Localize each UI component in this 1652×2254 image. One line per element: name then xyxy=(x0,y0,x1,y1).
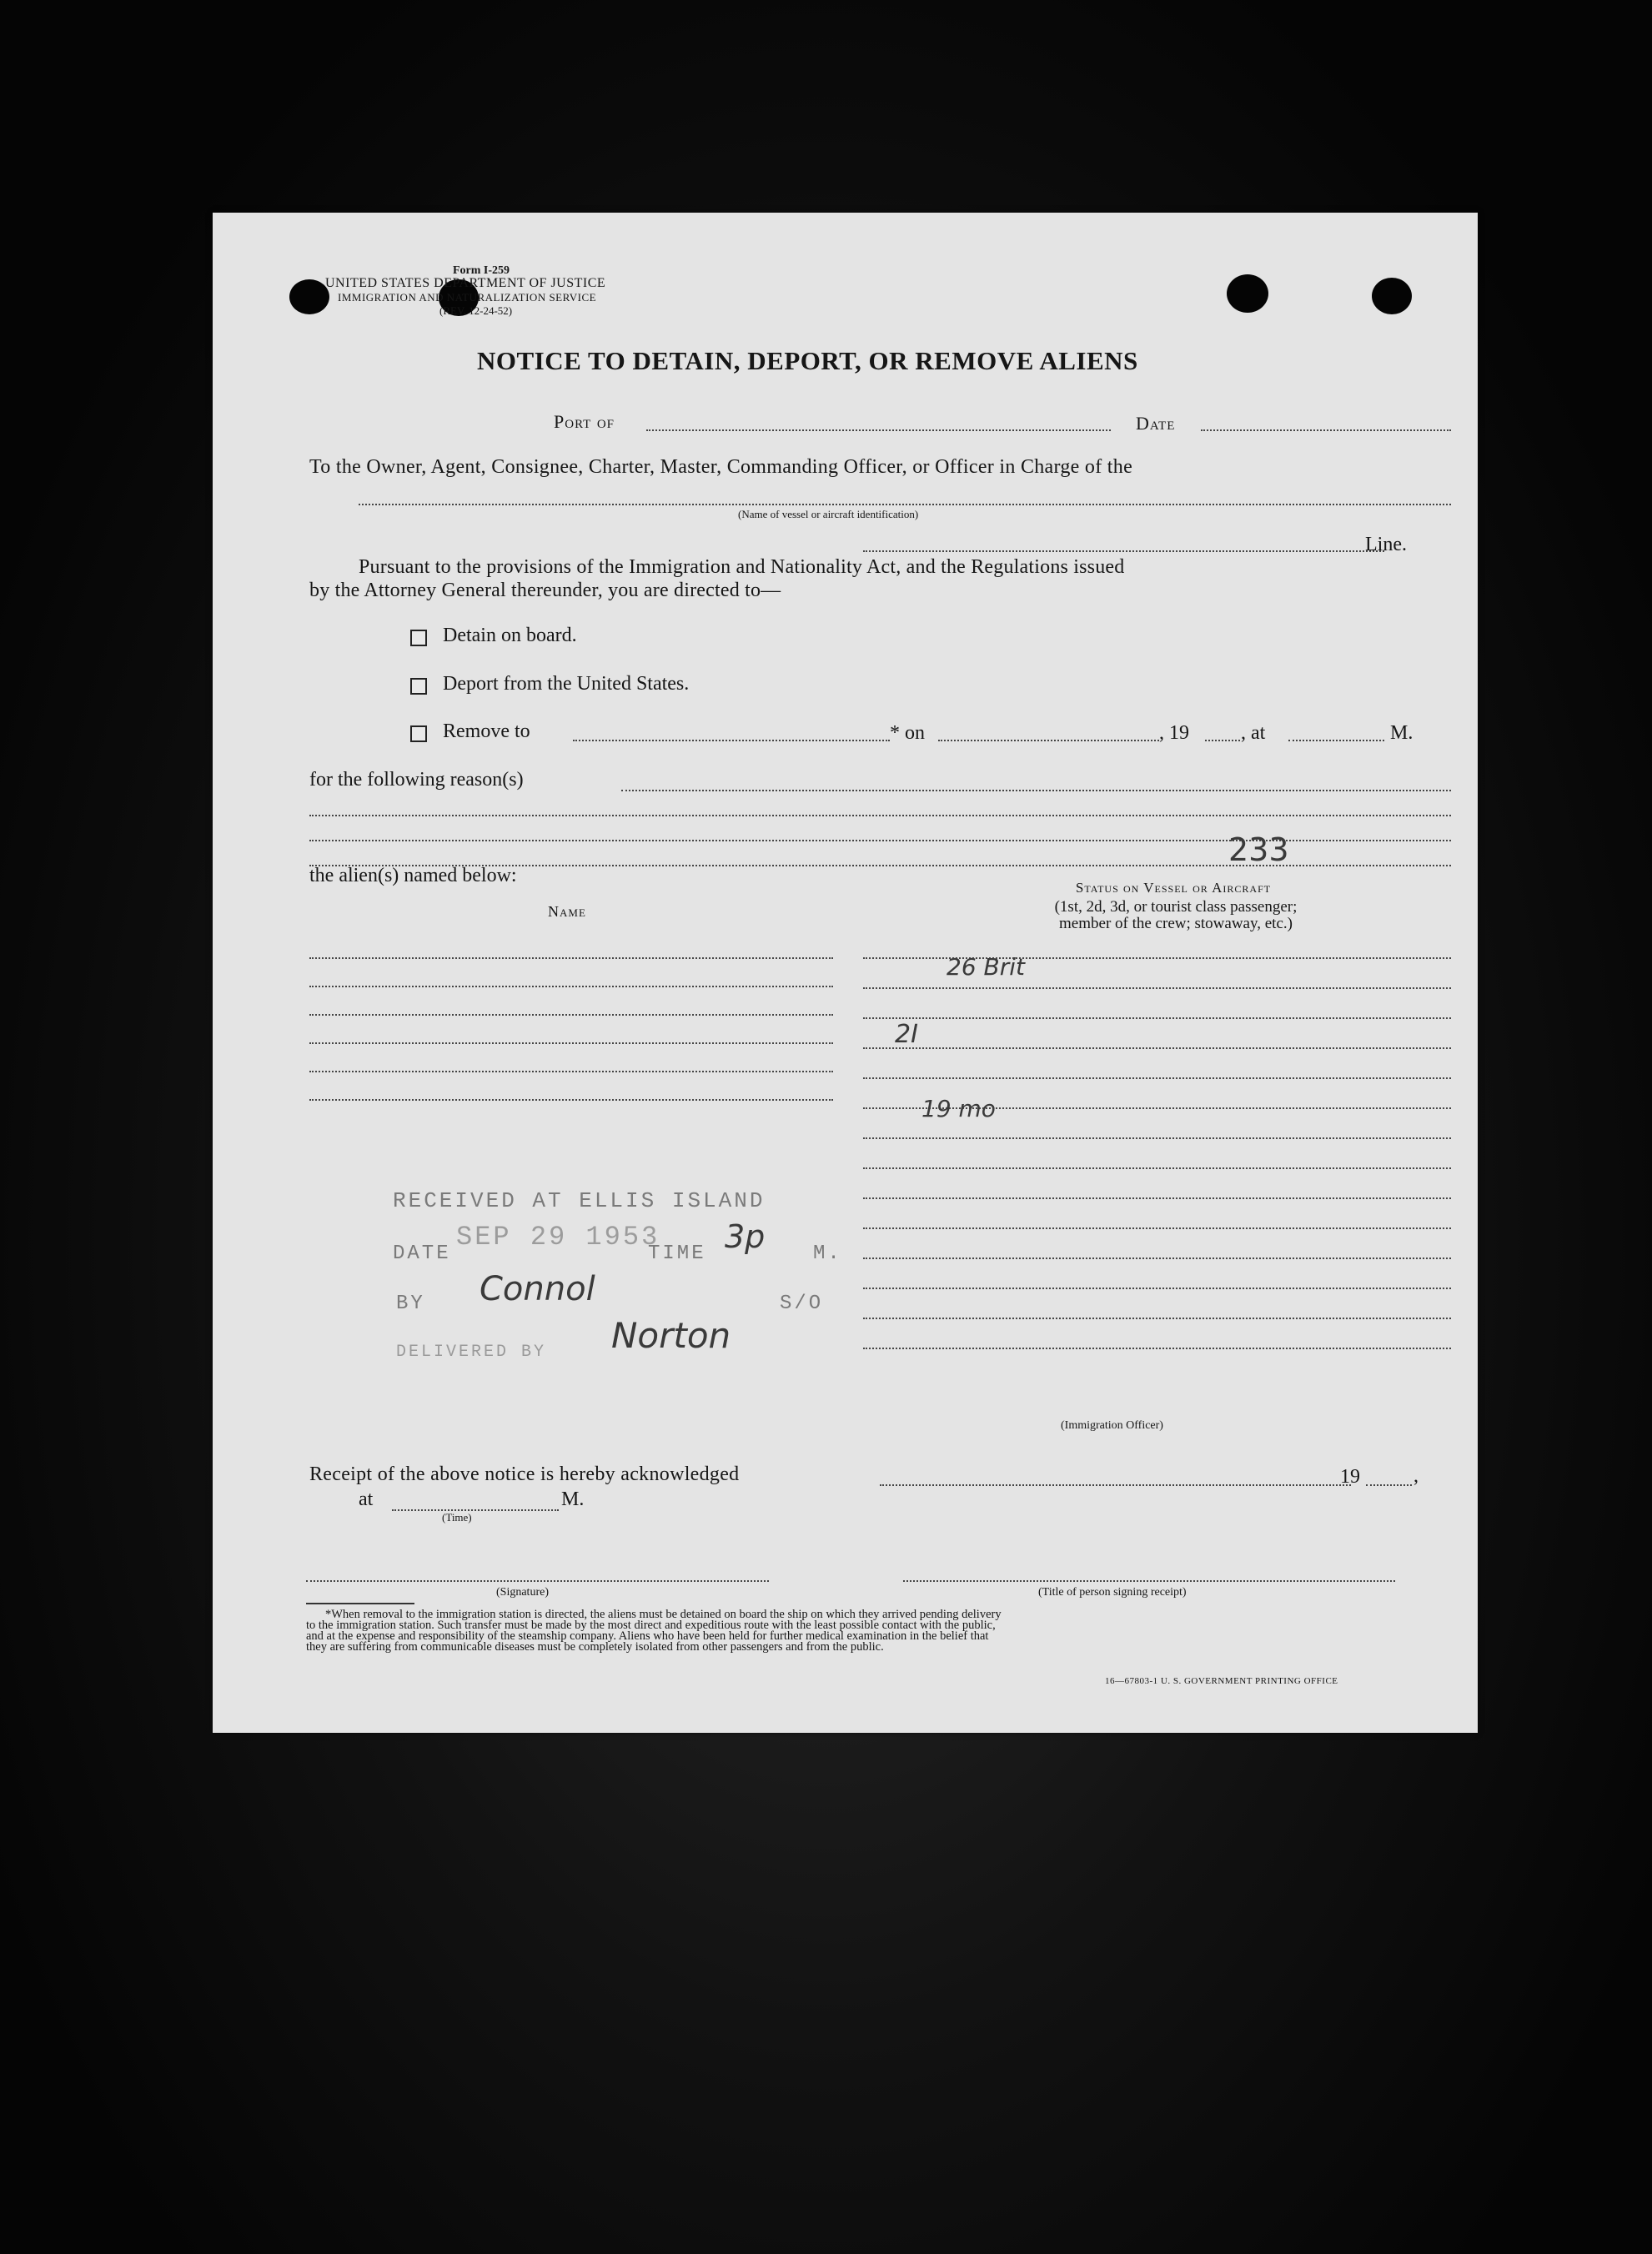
status-line[interactable] xyxy=(863,1077,1451,1079)
stamp-delivered-label: DELIVERED BY xyxy=(396,1343,547,1362)
service-name: IMMIGRATION AND NATURALIZATION SERVICE xyxy=(338,291,597,304)
detain-checkbox[interactable] xyxy=(410,630,427,646)
name-line[interactable] xyxy=(309,986,833,987)
revision-date: (REV. 12-24-52) xyxy=(439,304,513,317)
name-line[interactable] xyxy=(309,1014,833,1016)
status-line[interactable] xyxy=(863,1348,1451,1349)
stamp-so-label: S/O xyxy=(780,1293,824,1315)
footnote-line-3: and at the expense and responsibility of the steamship company. Aliens who have been held for further medical examination in the belief that xyxy=(306,1629,989,1643)
stamp-delivered-value: Norton xyxy=(611,1315,731,1356)
name-line[interactable] xyxy=(309,1042,833,1044)
name-line[interactable] xyxy=(309,1071,833,1072)
reason-label: for the following reason(s) xyxy=(309,769,524,791)
punch-hole-right-1 xyxy=(1227,274,1268,313)
footnote-line-2: to the immigration station. Such transfer must be made by the most direct and expeditious route with the least possible contact with the public, xyxy=(306,1619,996,1632)
status-line[interactable] xyxy=(863,1258,1451,1259)
receipt-text: Receipt of the above notice is hereby acknowledged xyxy=(309,1463,740,1485)
punch-hole-left xyxy=(289,279,329,314)
status-line[interactable] xyxy=(863,987,1451,989)
m-label: M. xyxy=(1390,722,1413,744)
vessel-name-field[interactable] xyxy=(359,504,1451,505)
status-header-line-3: member of the crew; stowaway, etc.) xyxy=(1059,915,1293,932)
at-label: , at xyxy=(1241,722,1266,744)
date-field[interactable] xyxy=(1201,429,1451,431)
footnote-line-4: they are suffering from communicable diseases must be completely isolated from other passengers and from the public. xyxy=(306,1640,884,1654)
signature-caption: (Signature) xyxy=(496,1586,549,1599)
remove-label: Remove to xyxy=(443,720,530,742)
form-page xyxy=(213,213,1478,1733)
signer-title-field[interactable] xyxy=(903,1580,1395,1582)
at-m-label: M. xyxy=(561,1488,585,1510)
date-label: Date xyxy=(1136,413,1176,434)
at-time-label: at xyxy=(359,1488,374,1510)
stamp-time-value: 3p xyxy=(725,1218,766,1255)
name-column-header: Name xyxy=(548,903,586,920)
status-line[interactable] xyxy=(863,1227,1451,1229)
department-name: UNITED STATES DEPARTMENT OF JUSTICE xyxy=(325,276,606,290)
stamp-date-value: SEP 29 1953 xyxy=(456,1222,660,1253)
receipt-date-field[interactable] xyxy=(880,1484,1351,1486)
status-line[interactable] xyxy=(863,1017,1451,1019)
receipt-time-field[interactable] xyxy=(392,1509,559,1511)
detain-label: Detain on board. xyxy=(443,625,577,646)
status-header-line-1: Status on Vessel or Aircraft xyxy=(1075,880,1272,896)
vessel-caption: (Name of vessel or aircraft identification) xyxy=(738,508,919,520)
name-line[interactable] xyxy=(309,1099,833,1101)
remove-checkbox[interactable] xyxy=(410,725,427,742)
on-label: * on xyxy=(890,722,925,744)
deport-checkbox[interactable] xyxy=(410,678,427,695)
port-label: Port of xyxy=(554,411,615,432)
status-header-line-2: (1st, 2d, 3d, or tourist class passenger; xyxy=(1054,898,1298,916)
receipt-comma: , xyxy=(1413,1465,1419,1487)
signature-field[interactable] xyxy=(306,1580,769,1582)
remove-destination-field[interactable] xyxy=(573,740,890,741)
handwritten-status-3: 19 mo xyxy=(921,1095,996,1122)
form-number: Form I-259 xyxy=(453,264,510,277)
stamp-date-label: DATE xyxy=(393,1242,451,1265)
status-line[interactable] xyxy=(863,1197,1451,1199)
officer-caption: (Immigration Officer) xyxy=(1061,1419,1163,1432)
name-line[interactable] xyxy=(309,957,833,959)
status-line[interactable] xyxy=(863,1167,1451,1169)
time-caption: (Time) xyxy=(442,1511,472,1524)
line-label: Line. xyxy=(1365,534,1407,555)
deport-label: Deport from the United States. xyxy=(443,673,690,695)
year-label: , 19 xyxy=(1159,722,1189,744)
stamp-m-label: M. xyxy=(813,1242,842,1265)
aliens-label: the alien(s) named below: xyxy=(309,865,517,886)
stamp-by-label: BY xyxy=(396,1293,425,1315)
addressee-text: To the Owner, Agent, Consignee, Charter, Master, Commanding Officer, or Officer in Charge of the xyxy=(309,456,1133,478)
status-line[interactable] xyxy=(863,1137,1451,1139)
form-title: NOTICE TO DETAIN, DEPORT, OR REMOVE ALIENS xyxy=(477,346,1138,375)
remove-year-field[interactable] xyxy=(1205,740,1240,741)
pursuant-text-2: by the Attorney General thereunder, you are directed to— xyxy=(309,580,781,601)
remove-date-field[interactable] xyxy=(938,740,1159,741)
footnote-line-1: *When removal to the immigration station is directed, the aliens must be detained on board the ship on which they arrived pending delivery xyxy=(325,1608,1002,1621)
status-line[interactable] xyxy=(863,1047,1451,1049)
punch-hole-right-2 xyxy=(1372,278,1412,314)
reason-line-1[interactable] xyxy=(621,790,1451,791)
handwritten-status-1: 26 Brit xyxy=(947,953,1026,981)
reason-line-2[interactable] xyxy=(309,815,1451,816)
handwritten-number: 233 xyxy=(1228,831,1289,868)
handwritten-status-2: 2I xyxy=(895,1020,918,1049)
receipt-year-label: 19 xyxy=(1340,1466,1360,1488)
printer-line: 16—67803-1 U. S. GOVERNMENT PRINTING OFFICE xyxy=(1105,1676,1338,1686)
signer-title-caption: (Title of person signing receipt) xyxy=(1038,1586,1187,1599)
status-line[interactable] xyxy=(863,1318,1451,1319)
pursuant-text-1: Pursuant to the provisions of the Immigration and Nationality Act, and the Regulations issued xyxy=(359,556,1125,578)
remove-time-field[interactable] xyxy=(1288,740,1384,741)
port-field[interactable] xyxy=(646,429,1111,431)
stamp-by-value: Connol xyxy=(480,1270,595,1308)
line-field[interactable] xyxy=(863,550,1384,552)
stamp-received: RECEIVED AT ELLIS ISLAND xyxy=(393,1188,766,1213)
stamp-time-label: TIME xyxy=(648,1242,706,1265)
status-line[interactable] xyxy=(863,1288,1451,1289)
footnote-rule xyxy=(306,1603,414,1604)
receipt-year-field[interactable] xyxy=(1366,1484,1412,1486)
